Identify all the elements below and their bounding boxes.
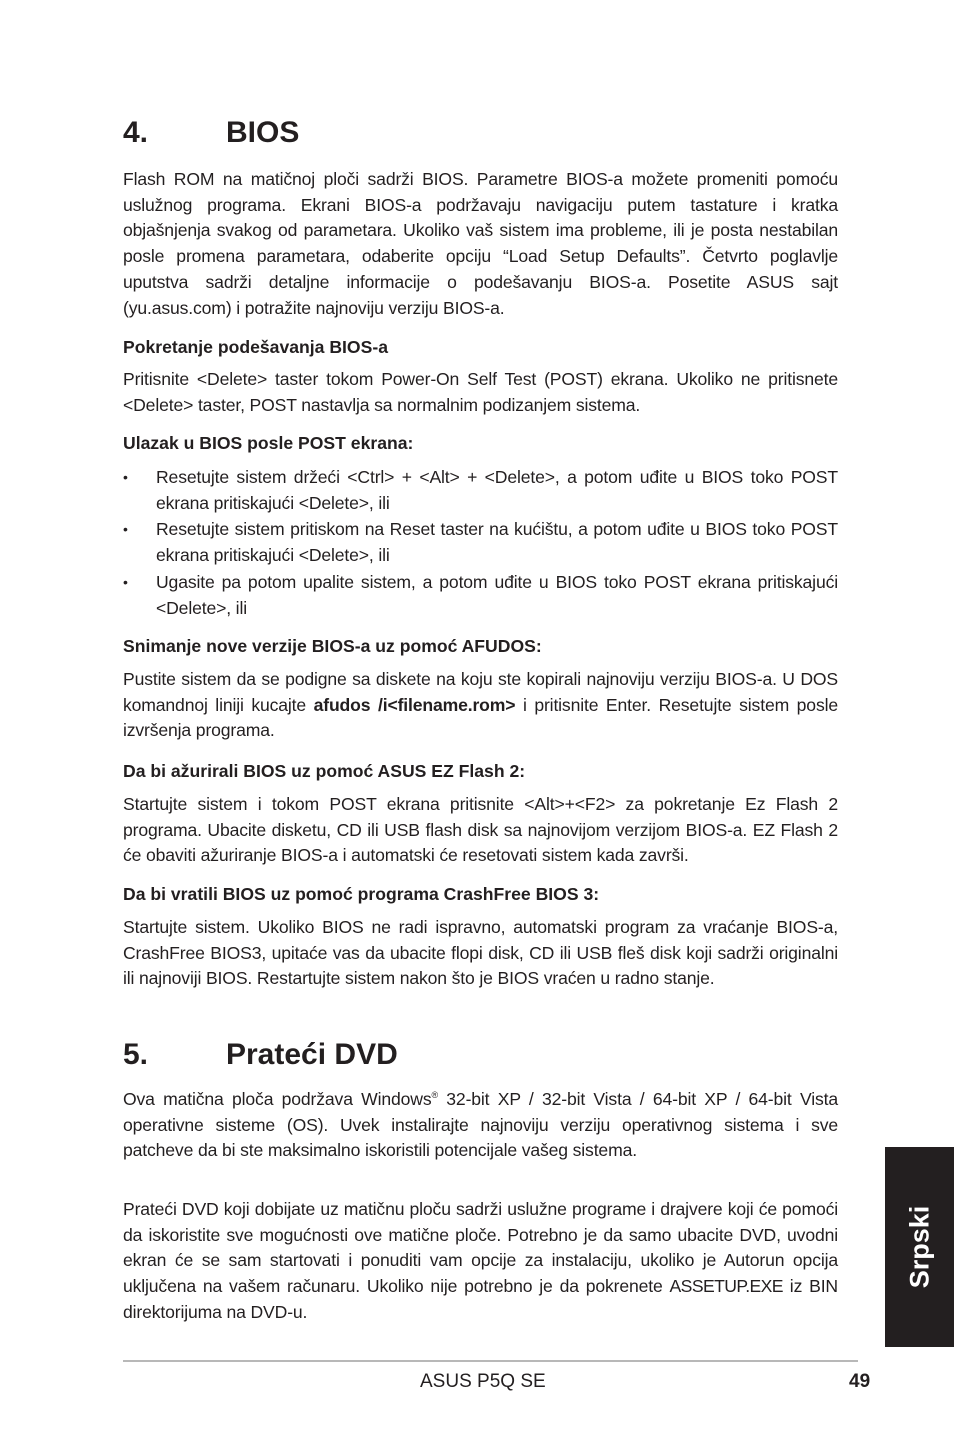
- dvd-os-paragraph: [123, 1087, 838, 1164]
- list-item-text: Resetujte sistem pritiskom na Reset taster na kućištu, a potom uđite u BIOS toko POST ekrana pritiskajući <Delete>, ili: [156, 519, 838, 566]
- footer-model: ASUS P5Q SE: [420, 1371, 546, 1392]
- bullet-icon: •: [123, 469, 128, 485]
- section-5-number: 5.: [123, 1038, 149, 1071]
- dvd-content-text-start: Prateći DVD koji dobijate uz matičnu ploču sadrži uslužne programe i drajvere koji će pomoći da iskoristite sve mogućnosti ove matične ploče. Potrebno je da samo ubacite DVD, uvodni ekran će se sam startovati i ponuditi vam opcije za instalaciju, ukoliko je Autorun opcija uključena na vašem računaru. Ukoliko nije potrebno je da pokrenete: [123, 1199, 838, 1297]
- section-4-title: BIOS: [226, 116, 300, 149]
- bios-setup-heading: Pokretanje podešavanja BIOS-a: [123, 337, 388, 357]
- dvd-content-paragraph: [123, 1197, 838, 1326]
- registered-mark: ®: [431, 1090, 438, 1101]
- list-item: [123, 517, 838, 568]
- dvd-os-text-start: Ova matična ploča podržava Windows: [123, 1089, 432, 1109]
- list-item-text: Ugasite pa potom upalite sistem, a potom uđite u BIOS toko POST ekrana pritiskajući <Delete>, ili: [156, 571, 838, 618]
- language-side-tab: [885, 1147, 954, 1347]
- bios-setup-paragraph: Pritisnite <Delete> taster tokom Power-On Self Test (POST) ekrana. Ukoliko ne pritisnete <Delete> taster, POST nastavlja sa normalnim podizanjem sistema.: [123, 369, 838, 415]
- language-tab-label: Srpski: [904, 1205, 934, 1289]
- dvd-os-text-end: 32-bit XP / 32-bit Vista / 64-bit XP / 64-bit Vista operativne sisteme (OS). Uvek instalirajte najnoviju verziju operativnog sistema i sve patcheve da bi ste maksimalno iskoristili potencijale vašeg sistema.: [123, 1089, 838, 1161]
- bullet-icon: •: [123, 521, 128, 538]
- list-item-text: Resetujte sistem držeći <Ctrl> + <Alt> + <Delete>, a potom uđite u BIOS toko POST ekrana pritiskajući <Delete>, ili: [156, 467, 838, 513]
- section-5-heading: [123, 1038, 398, 1072]
- bios-after-post-list: [123, 465, 838, 622]
- section-4-heading: [123, 116, 299, 150]
- ez-flash-heading: Da bi ažurirali BIOS uz pomoć ASUS EZ Flash 2:: [123, 761, 526, 781]
- section-5-title: Prateći DVD: [226, 1038, 398, 1071]
- bullet-icon: •: [123, 573, 128, 590]
- ez-flash-paragraph: Startujte sistem i tokom POST ekrana pritisnite <Alt>+<F2> za pokretanje Ez Flash 2 programa. Ubacite disketu, CD ili USB flash disk sa najnovijom verzijom BIOS-a. EZ Flash 2 će obaviti ažuriranje BIOS-a i automatski će resetovati sistem kada završi.: [123, 794, 838, 866]
- bios-intro-paragraph: Flash ROM na matičnoj ploči sadrži BIOS. Parametre BIOS-a možete promeniti pomoću uslužnog programa. Ekrani BIOS-a podržavaju navigaciju putem tastature i kratka objašnjenja svakog od parametara. Ukoliko vaš sistem ima probleme, ili je posta nestabilan posle promena parametara, odaberite opciju “Load Setup Defaults”. Četvrto poglavlje uputstva sadrži detaljne informacije o podešavanju BIOS-a. Posetite ASUS sajt (yu.asus.com) i potražite najnoviju verziju BIOS-a.: [123, 169, 838, 318]
- afudos-heading: Snimanje nove verzije BIOS-a uz pomoć AFUDOS:: [123, 636, 542, 656]
- footer-divider: [123, 1360, 858, 1362]
- bios-after-post-heading: Ulazak u BIOS posle POST ekrana:: [123, 433, 414, 453]
- list-item: [123, 465, 838, 516]
- crashfree-paragraph: Startujte sistem. Ukoliko BIOS ne radi ispravno, automatski program za vraćanje BIOS-a, CrashFree BIOS3, upitaće vas da ubacite flopi disk, CD ili USB fleš disk koji sadrži originalni ili najnoviji BIOS. Restartujte sistem nakon što je BIOS vraćen u radno stanje.: [123, 917, 838, 989]
- afudos-text-start: Pustite sistem da se podigne sa diskete na koju ste kopirali najnoviju verziju BIOS-a. U DOS komandnoj liniji kucajte: [123, 669, 838, 715]
- crashfree-heading: Da bi vratili BIOS uz pomoć programa CrashFree BIOS 3:: [123, 884, 600, 904]
- assetup-filename: ASSETUP.EXE: [669, 1276, 783, 1297]
- section-4-number: 4.: [123, 116, 149, 149]
- afudos-command: afudos /i<filename.rom>: [313, 694, 516, 715]
- list-item: [123, 570, 838, 621]
- afudos-paragraph: [123, 667, 838, 744]
- page-number: 49: [849, 1371, 871, 1392]
- afudos-text-end: i pritisnite Enter. Resetujte sistem posle izvršenja programa.: [123, 694, 838, 741]
- dvd-content-text-end: iz BIN direktorijuma na DVD-u.: [123, 1276, 838, 1322]
